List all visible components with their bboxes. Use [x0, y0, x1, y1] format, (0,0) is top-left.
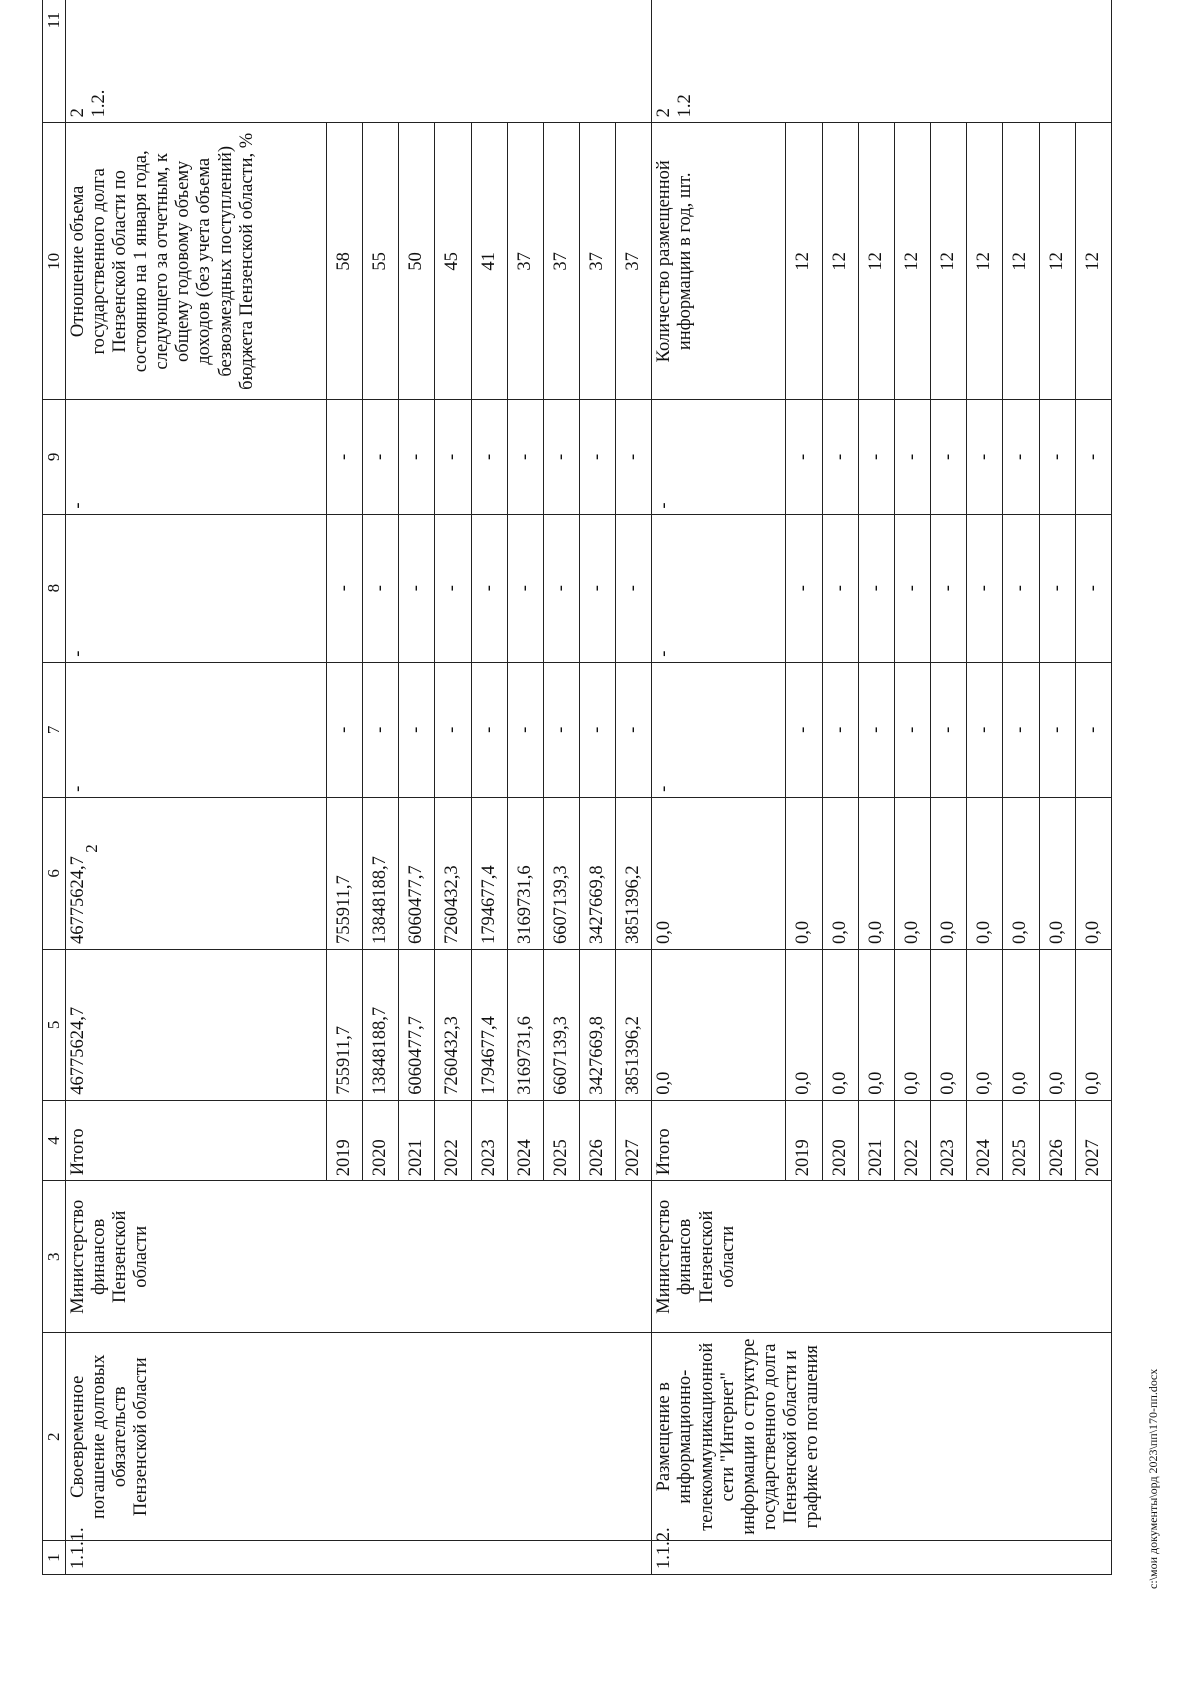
- col9-cell: -: [858, 400, 894, 514]
- total-label: Итого: [66, 1100, 327, 1181]
- col9-cell: -: [543, 400, 579, 514]
- indicator-value: 37: [580, 123, 616, 400]
- column-header: 11: [43, 0, 66, 123]
- col9-cell: -: [471, 400, 507, 514]
- indicator-value: 58: [326, 123, 362, 400]
- amount-col5: 0,0: [967, 949, 1003, 1100]
- amount-col6: 755911,7: [326, 797, 362, 949]
- col7-cell: -: [931, 662, 967, 797]
- total-amount-col6: 0,0: [652, 797, 786, 949]
- indicator-value: 41: [471, 123, 507, 400]
- col9-cell: -: [931, 400, 967, 514]
- activity-number: 1.1.2.: [652, 1541, 1112, 1575]
- indicator-name: Количество размещенной информации в год, шт.: [652, 123, 786, 400]
- total-col8: -: [652, 514, 786, 662]
- col7-cell: -: [616, 662, 652, 797]
- col7-cell: -: [1003, 662, 1039, 797]
- program-activities-table: [42, 0, 1112, 1575]
- col9-cell: -: [616, 400, 652, 514]
- col9-cell: -: [894, 400, 930, 514]
- year-cell: 2025: [1003, 1100, 1039, 1181]
- column-header: 4: [43, 1100, 66, 1181]
- col8-cell: -: [471, 514, 507, 662]
- indicator-value: 37: [543, 123, 579, 400]
- column-header: 6: [43, 797, 66, 949]
- col7-cell: -: [326, 662, 362, 797]
- total-label: Итого: [652, 1100, 786, 1181]
- amount-col6: 3427669,8: [580, 797, 616, 949]
- amount-col5: 0,0: [894, 949, 930, 1100]
- amount-col6: 1794677,4: [471, 797, 507, 949]
- col8-cell: -: [894, 514, 930, 662]
- col8-cell: -: [616, 514, 652, 662]
- amount-col5: 0,0: [822, 949, 858, 1100]
- year-cell: 2021: [858, 1100, 894, 1181]
- amount-col5: 755911,7: [326, 949, 362, 1100]
- column-header: 1: [43, 1541, 66, 1575]
- indicator-value: 37: [616, 123, 652, 400]
- amount-col6: 7260432,3: [435, 797, 471, 949]
- indicator-value: 12: [1003, 123, 1039, 400]
- activity-name: Размещение в информационно-телекоммуникационной сети "Интернет" информации о структуре государственного долга Пензенской области и графике его погашения: [652, 1333, 1112, 1541]
- amount-col5: 3851396,2: [616, 949, 652, 1100]
- amount-col5: 0,0: [1039, 949, 1075, 1100]
- column-header: 7: [43, 662, 66, 797]
- indicator-value: 50: [399, 123, 435, 400]
- amount-col5: 3427669,8: [580, 949, 616, 1100]
- indicator-value: 12: [894, 123, 930, 400]
- amount-col6: 0,0: [967, 797, 1003, 949]
- col9-cell: -: [363, 400, 399, 514]
- col9-cell: -: [1039, 400, 1075, 514]
- col9-cell: -: [967, 400, 1003, 514]
- year-cell: 2019: [326, 1100, 362, 1181]
- col8-cell: -: [858, 514, 894, 662]
- col9-cell: -: [580, 400, 616, 514]
- col8-cell: -: [363, 514, 399, 662]
- indicator-value: 12: [1039, 123, 1075, 400]
- col8-cell: -: [1003, 514, 1039, 662]
- col7-cell: -: [1075, 662, 1111, 797]
- year-cell: 2023: [471, 1100, 507, 1181]
- indicator-value: 45: [435, 123, 471, 400]
- total-amount-col6: 46775624,7: [66, 797, 327, 949]
- indicator-value: 12: [858, 123, 894, 400]
- year-cell: 2020: [822, 1100, 858, 1181]
- year-cell: 2023: [931, 1100, 967, 1181]
- indicator-link: 2 1.2: [652, 0, 1112, 123]
- col8-cell: -: [822, 514, 858, 662]
- amount-col5: 6060477,7: [399, 949, 435, 1100]
- executor-name: Министерство финансов Пензенской области: [652, 1181, 1112, 1333]
- column-number-row: [43, 0, 66, 1575]
- indicator-value: 55: [363, 123, 399, 400]
- col9-cell: -: [1003, 400, 1039, 514]
- col7-cell: -: [543, 662, 579, 797]
- column-header: 5: [43, 949, 66, 1100]
- col8-cell: -: [580, 514, 616, 662]
- total-col7: -: [652, 662, 786, 797]
- amount-col6: 6607139,3: [543, 797, 579, 949]
- amount-col6: 3169731,6: [507, 797, 543, 949]
- col8-cell: -: [399, 514, 435, 662]
- col7-cell: -: [435, 662, 471, 797]
- indicator-name: Отношение объема государственного долга Пензенской области по состоянию на 1 января года, следующего за отчетным, к общему годовому объему доходов (без учета объема безвозмездных поступлений) бюджета Пензенской области, %: [66, 123, 327, 400]
- amount-col6: 0,0: [1003, 797, 1039, 949]
- col7-cell: -: [507, 662, 543, 797]
- amount-col6: 0,0: [786, 797, 822, 949]
- activity-number: 1.1.1.: [66, 1541, 652, 1575]
- col7-cell: -: [1039, 662, 1075, 797]
- indicator-value: 37: [507, 123, 543, 400]
- total-amount-col5: 0,0: [652, 949, 786, 1100]
- col7-cell: -: [399, 662, 435, 797]
- year-cell: 2027: [1075, 1100, 1111, 1181]
- col9-cell: -: [326, 400, 362, 514]
- amount-col6: 6060477,7: [399, 797, 435, 949]
- col8-cell: -: [543, 514, 579, 662]
- col8-cell: -: [931, 514, 967, 662]
- total-col9: -: [652, 400, 786, 514]
- amount-col5: 1794677,4: [471, 949, 507, 1100]
- file-path-footer: c:\мои документы\орд 2023\пп\170-пп.docx: [1146, 1368, 1160, 1589]
- indicator-link: 2 1.2.: [66, 0, 652, 123]
- year-cell: 2025: [543, 1100, 579, 1181]
- column-header: 3: [43, 1181, 66, 1333]
- year-cell: 2026: [1039, 1100, 1075, 1181]
- amount-col6: 0,0: [931, 797, 967, 949]
- amount-col6: 13848188,7: [363, 797, 399, 949]
- col8-cell: -: [326, 514, 362, 662]
- year-cell: 2019: [786, 1100, 822, 1181]
- col7-cell: -: [894, 662, 930, 797]
- col9-cell: -: [1075, 400, 1111, 514]
- col8-cell: -: [435, 514, 471, 662]
- executor-name: Министерство финансов Пензенской области: [66, 1181, 652, 1333]
- column-header: 8: [43, 514, 66, 662]
- col9-cell: -: [507, 400, 543, 514]
- year-cell: 2022: [894, 1100, 930, 1181]
- amount-col5: 13848188,7: [363, 949, 399, 1100]
- col7-cell: -: [967, 662, 1003, 797]
- col7-cell: -: [822, 662, 858, 797]
- column-header: 9: [43, 400, 66, 514]
- col9-cell: -: [435, 400, 471, 514]
- activity-name: Своевременное погашение долговых обязательств Пензенской области: [66, 1333, 652, 1541]
- amount-col5: 7260432,3: [435, 949, 471, 1100]
- activity-row: [652, 0, 786, 1575]
- amount-col6: 0,0: [1039, 797, 1075, 949]
- indicator-value: 12: [931, 123, 967, 400]
- amount-col6: 0,0: [858, 797, 894, 949]
- col9-cell: -: [786, 400, 822, 514]
- year-cell: 2024: [507, 1100, 543, 1181]
- amount-col5: 3169731,6: [507, 949, 543, 1100]
- total-amount-col5: 46775624,7: [66, 949, 327, 1100]
- amount-col5: 0,0: [786, 949, 822, 1100]
- year-cell: 2020: [363, 1100, 399, 1181]
- col7-cell: -: [471, 662, 507, 797]
- amount-col5: 6607139,3: [543, 949, 579, 1100]
- page-number: 2: [82, 844, 101, 853]
- activity-row: [66, 0, 327, 1575]
- column-header: 10: [43, 123, 66, 400]
- year-cell: 2022: [435, 1100, 471, 1181]
- total-col7: -: [66, 662, 327, 797]
- indicator-value: 12: [1075, 123, 1111, 400]
- amount-col6: 0,0: [1075, 797, 1111, 949]
- col8-cell: -: [507, 514, 543, 662]
- year-cell: 2027: [616, 1100, 652, 1181]
- col8-cell: -: [786, 514, 822, 662]
- col9-cell: -: [822, 400, 858, 514]
- col9-cell: -: [399, 400, 435, 514]
- amount-col6: 0,0: [894, 797, 930, 949]
- total-col9: -: [66, 400, 327, 514]
- total-col8: -: [66, 514, 327, 662]
- col8-cell: -: [1039, 514, 1075, 662]
- amount-col6: 0,0: [822, 797, 858, 949]
- col8-cell: -: [1075, 514, 1111, 662]
- col7-cell: -: [580, 662, 616, 797]
- col7-cell: -: [786, 662, 822, 797]
- amount-col5: 0,0: [931, 949, 967, 1100]
- col7-cell: -: [363, 662, 399, 797]
- indicator-value: 12: [786, 123, 822, 400]
- amount-col5: 0,0: [1003, 949, 1039, 1100]
- year-cell: 2021: [399, 1100, 435, 1181]
- column-header: 2: [43, 1333, 66, 1541]
- col8-cell: -: [967, 514, 1003, 662]
- year-cell: 2026: [580, 1100, 616, 1181]
- amount-col6: 3851396,2: [616, 797, 652, 949]
- amount-col5: 0,0: [858, 949, 894, 1100]
- indicator-value: 12: [967, 123, 1003, 400]
- col7-cell: -: [858, 662, 894, 797]
- indicator-value: 12: [822, 123, 858, 400]
- amount-col5: 0,0: [1075, 949, 1111, 1100]
- year-cell: 2024: [967, 1100, 1003, 1181]
